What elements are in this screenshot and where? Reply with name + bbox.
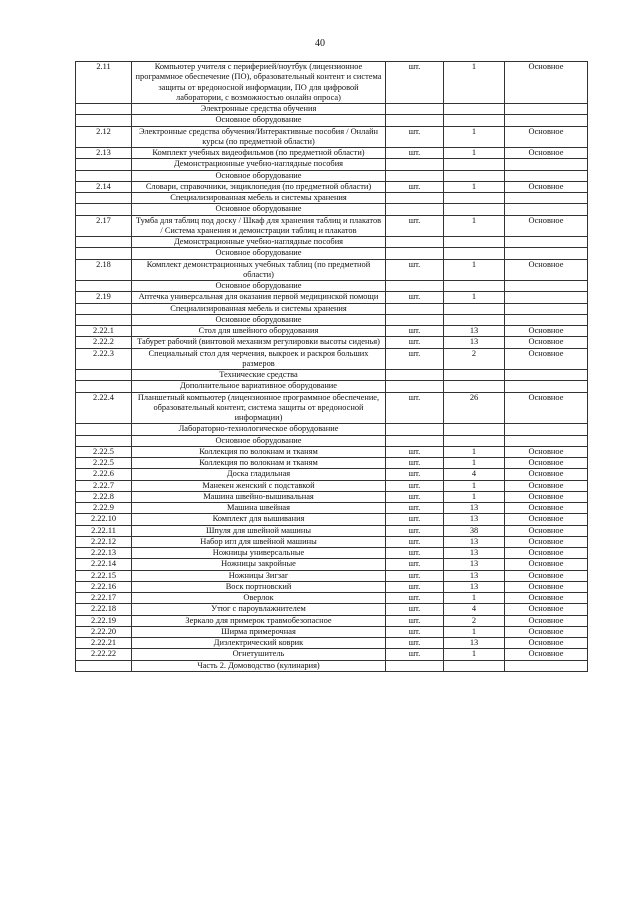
empty-cell [444, 115, 505, 126]
equipment-type-cell: Основное [505, 626, 588, 637]
empty-cell [76, 370, 132, 381]
item-name-cell: Аптечка универсальная для оказания первой медицинской помощи [132, 292, 386, 303]
unit-cell: шт. [386, 469, 444, 480]
empty-cell [76, 381, 132, 392]
section-heading: Основное оборудование [132, 281, 386, 292]
table-row [76, 326, 588, 337]
quantity-cell: 13 [444, 570, 505, 581]
table-row [76, 292, 588, 303]
table-row [76, 649, 588, 660]
equipment-type-cell: Основное [505, 525, 588, 536]
table-row [76, 469, 588, 480]
empty-cell [505, 435, 588, 446]
unit-cell: шт. [386, 536, 444, 547]
section-row [76, 237, 588, 248]
empty-cell [386, 248, 444, 259]
row-number-cell: 2.22.5 [76, 446, 132, 457]
quantity-cell: 13 [444, 559, 505, 570]
equipment-type-cell: Основное [505, 480, 588, 491]
section-heading: Основное оборудование [132, 435, 386, 446]
section-heading: Основное оборудование [132, 314, 386, 325]
item-name-cell: Электронные средства обучения/Интерактивные пособия / Онлайн курсы (по предметной области) [132, 126, 386, 148]
row-number-cell: 2.13 [76, 148, 132, 159]
section-row [76, 370, 588, 381]
section-heading: Демонстрационные учебно-наглядные пособия [132, 159, 386, 170]
row-number-cell: 2.22.9 [76, 503, 132, 514]
item-name-cell: Утюг с пароувлажнителем [132, 604, 386, 615]
empty-cell [76, 303, 132, 314]
equipment-type-cell: Основное [505, 62, 588, 104]
empty-cell [386, 660, 444, 671]
item-name-cell: Планшетный компьютер (лицензионное программное обеспечение, образовательный контент, система защиты от вредоносной информации) [132, 392, 386, 424]
empty-cell [76, 281, 132, 292]
empty-cell [76, 170, 132, 181]
unit-cell: шт. [386, 593, 444, 604]
quantity-cell: 13 [444, 337, 505, 348]
section-row [76, 303, 588, 314]
quantity-cell: 13 [444, 503, 505, 514]
table-row [76, 259, 588, 281]
row-number-cell: 2.22.2 [76, 337, 132, 348]
empty-cell [76, 159, 132, 170]
row-number-cell: 2.22.14 [76, 559, 132, 570]
section-row [76, 193, 588, 204]
quantity-cell: 13 [444, 326, 505, 337]
item-name-cell: Комплект учебных видеофильмов (по предметной области) [132, 148, 386, 159]
unit-cell: шт. [386, 559, 444, 570]
empty-cell [505, 170, 588, 181]
item-name-cell: Специальный стол для черчения, выкроек и раскроя больших размеров [132, 348, 386, 370]
empty-cell [386, 370, 444, 381]
empty-cell [505, 370, 588, 381]
row-number-cell: 2.17 [76, 215, 132, 237]
empty-cell [386, 204, 444, 215]
section-row [76, 381, 588, 392]
empty-cell [505, 660, 588, 671]
equipment-type-cell: Основное [505, 581, 588, 592]
empty-cell [505, 104, 588, 115]
equipment-type-cell: Основное [505, 181, 588, 192]
item-name-cell: Воск портновский [132, 581, 386, 592]
section-row [76, 204, 588, 215]
equipment-type-cell: Основное [505, 458, 588, 469]
table-row [76, 446, 588, 457]
empty-cell [386, 281, 444, 292]
section-row [76, 248, 588, 259]
empty-cell [444, 248, 505, 259]
item-name-cell: Набор игл для швейной машины [132, 536, 386, 547]
empty-cell [505, 248, 588, 259]
row-number-cell: 2.22.21 [76, 638, 132, 649]
empty-cell [505, 424, 588, 435]
unit-cell: шт. [386, 491, 444, 502]
row-number-cell: 2.22.19 [76, 615, 132, 626]
equipment-type-cell: Основное [505, 215, 588, 237]
empty-cell [444, 170, 505, 181]
empty-cell [444, 370, 505, 381]
empty-cell [386, 303, 444, 314]
empty-cell [386, 314, 444, 325]
table-row [76, 126, 588, 148]
table-row [76, 181, 588, 192]
item-name-cell: Манекен женский с подставкой [132, 480, 386, 491]
equipment-type-cell: Основное [505, 593, 588, 604]
empty-cell [386, 170, 444, 181]
quantity-cell: 2 [444, 615, 505, 626]
quantity-cell: 13 [444, 536, 505, 547]
table-row [76, 337, 588, 348]
table-row [76, 348, 588, 370]
unit-cell: шт. [386, 649, 444, 660]
unit-cell: шт. [386, 626, 444, 637]
section-row [76, 424, 588, 435]
section-heading: Основное оборудование [132, 115, 386, 126]
section-row [76, 435, 588, 446]
equipment-type-cell: Основное [505, 446, 588, 457]
empty-cell [76, 193, 132, 204]
item-name-cell: Ширма примерочная [132, 626, 386, 637]
section-heading: Основное оборудование [132, 248, 386, 259]
row-number-cell: 2.22.8 [76, 491, 132, 502]
empty-cell [444, 237, 505, 248]
empty-cell [505, 193, 588, 204]
row-number-cell: 2.22.22 [76, 649, 132, 660]
equipment-type-cell: Основное [505, 638, 588, 649]
quantity-cell: 1 [444, 259, 505, 281]
row-number-cell: 2.22.4 [76, 392, 132, 424]
quantity-cell: 1 [444, 626, 505, 637]
row-number-cell: 2.22.6 [76, 469, 132, 480]
unit-cell: шт. [386, 62, 444, 104]
row-number-cell: 2.22.16 [76, 581, 132, 592]
equipment-type-cell: Основное [505, 615, 588, 626]
empty-cell [444, 204, 505, 215]
table-row [76, 615, 588, 626]
equipment-type-cell: Основное [505, 126, 588, 148]
section-row [76, 281, 588, 292]
section-row [76, 314, 588, 325]
quantity-cell: 1 [444, 446, 505, 457]
equipment-type-cell: Основное [505, 259, 588, 281]
empty-cell [444, 104, 505, 115]
section-heading: Специализированная мебель и системы хранения [132, 193, 386, 204]
empty-cell [386, 159, 444, 170]
row-number-cell: 2.22.13 [76, 548, 132, 559]
quantity-cell: 1 [444, 181, 505, 192]
empty-cell [76, 314, 132, 325]
quantity-cell: 1 [444, 480, 505, 491]
unit-cell: шт. [386, 503, 444, 514]
empty-cell [76, 435, 132, 446]
unit-cell: шт. [386, 292, 444, 303]
item-name-cell: Табурет рабочий (винтовой механизм регулировки высоты сиденья) [132, 337, 386, 348]
equipment-type-cell: Основное [505, 649, 588, 660]
table-row [76, 581, 588, 592]
section-row [76, 159, 588, 170]
empty-cell [76, 115, 132, 126]
item-name-cell: Оверлок [132, 593, 386, 604]
equipment-type-cell: Основное [505, 326, 588, 337]
row-number-cell: 2.22.10 [76, 514, 132, 525]
item-name-cell: Ножницы универсальные [132, 548, 386, 559]
table-row [76, 593, 588, 604]
unit-cell: шт. [386, 392, 444, 424]
section-row [76, 660, 588, 671]
section-heading: Основное оборудование [132, 170, 386, 181]
unit-cell: шт. [386, 604, 444, 615]
empty-cell [505, 237, 588, 248]
equipment-type-cell: Основное [505, 559, 588, 570]
empty-cell [505, 281, 588, 292]
equipment-type-cell: Основное [505, 503, 588, 514]
row-number-cell: 2.22.17 [76, 593, 132, 604]
row-number-cell: 2.22.11 [76, 525, 132, 536]
empty-cell [386, 237, 444, 248]
item-name-cell: Стол для швейного оборудования [132, 326, 386, 337]
unit-cell: шт. [386, 514, 444, 525]
table-row [76, 491, 588, 502]
table-row [76, 392, 588, 424]
equipment-type-cell: Основное [505, 491, 588, 502]
table-row [76, 514, 588, 525]
unit-cell: шт. [386, 148, 444, 159]
item-name-cell: Коллекция по волокнам и тканям [132, 458, 386, 469]
empty-cell [386, 424, 444, 435]
equipment-type-cell [505, 292, 588, 303]
section-heading: Электронные средства обучения [132, 104, 386, 115]
table-row [76, 525, 588, 536]
unit-cell: шт. [386, 480, 444, 491]
empty-cell [444, 193, 505, 204]
row-number-cell: 2.22.5 [76, 458, 132, 469]
row-number-cell: 2.22.15 [76, 570, 132, 581]
section-heading: Технические средства [132, 370, 386, 381]
unit-cell: шт. [386, 446, 444, 457]
empty-cell [386, 435, 444, 446]
empty-cell [505, 381, 588, 392]
table-row [76, 536, 588, 547]
item-name-cell: Ножницы Зигзаг [132, 570, 386, 581]
row-number-cell: 2.22.12 [76, 536, 132, 547]
empty-cell [444, 314, 505, 325]
table-row [76, 570, 588, 581]
empty-cell [76, 248, 132, 259]
row-number-cell: 2.22.3 [76, 348, 132, 370]
unit-cell: шт. [386, 326, 444, 337]
unit-cell: шт. [386, 348, 444, 370]
row-number-cell: 2.22.18 [76, 604, 132, 615]
empty-cell [505, 204, 588, 215]
row-number-cell: 2.22.7 [76, 480, 132, 491]
empty-cell [444, 660, 505, 671]
quantity-cell: 1 [444, 458, 505, 469]
unit-cell: шт. [386, 570, 444, 581]
item-name-cell: Машина швейно-вышивальная [132, 491, 386, 502]
empty-cell [505, 303, 588, 314]
item-name-cell: Комплект для вышивания [132, 514, 386, 525]
quantity-cell: 26 [444, 392, 505, 424]
quantity-cell: 13 [444, 581, 505, 592]
empty-cell [76, 660, 132, 671]
unit-cell: шт. [386, 615, 444, 626]
table-row [76, 480, 588, 491]
table-row [76, 62, 588, 104]
table-row [76, 148, 588, 159]
row-number-cell: 2.12 [76, 126, 132, 148]
equipment-type-cell: Основное [505, 548, 588, 559]
unit-cell: шт. [386, 181, 444, 192]
section-heading: Демонстрационные учебно-наглядные пособия [132, 237, 386, 248]
item-name-cell: Диэлектрический коврик [132, 638, 386, 649]
unit-cell: шт. [386, 215, 444, 237]
unit-cell: шт. [386, 259, 444, 281]
item-name-cell: Зеркало для примерок травмобезопасное [132, 615, 386, 626]
table-row [76, 503, 588, 514]
unit-cell: шт. [386, 458, 444, 469]
quantity-cell: 1 [444, 292, 505, 303]
table-row [76, 215, 588, 237]
table-row [76, 559, 588, 570]
section-row [76, 115, 588, 126]
quantity-cell: 13 [444, 548, 505, 559]
quantity-cell: 1 [444, 649, 505, 660]
row-number-cell: 2.11 [76, 62, 132, 104]
item-name-cell: Ножницы закройные [132, 559, 386, 570]
item-name-cell: Машина швейная [132, 503, 386, 514]
section-row [76, 170, 588, 181]
equipment-type-cell: Основное [505, 337, 588, 348]
empty-cell [444, 303, 505, 314]
row-number-cell: 2.22.1 [76, 326, 132, 337]
table-row [76, 604, 588, 615]
unit-cell: шт. [386, 548, 444, 559]
quantity-cell: 1 [444, 62, 505, 104]
equipment-type-cell: Основное [505, 570, 588, 581]
item-name-cell: Доска гладильная [132, 469, 386, 480]
empty-cell [76, 237, 132, 248]
empty-cell [444, 424, 505, 435]
empty-cell [386, 381, 444, 392]
empty-cell [505, 314, 588, 325]
section-row [76, 104, 588, 115]
quantity-cell: 2 [444, 348, 505, 370]
unit-cell: шт. [386, 638, 444, 649]
page-number: 40 [315, 38, 325, 49]
quantity-cell: 1 [444, 148, 505, 159]
unit-cell: шт. [386, 525, 444, 536]
item-name-cell: Тумба для таблиц под доску / Шкаф для хранения таблиц и плакатов / Система хранения и демонстрации таблиц и плакатов [132, 215, 386, 237]
unit-cell: шт. [386, 581, 444, 592]
table-row [76, 638, 588, 649]
item-name-cell: Огнетушитель [132, 649, 386, 660]
section-heading: Дополнительное вариативное оборудование [132, 381, 386, 392]
quantity-cell: 1 [444, 593, 505, 604]
unit-cell: шт. [386, 126, 444, 148]
item-name-cell: Коллекция по волокнам и тканям [132, 446, 386, 457]
unit-cell: шт. [386, 337, 444, 348]
equipment-type-cell: Основное [505, 392, 588, 424]
empty-cell [505, 115, 588, 126]
quantity-cell: 4 [444, 604, 505, 615]
empty-cell [386, 104, 444, 115]
empty-cell [386, 115, 444, 126]
equipment-type-cell: Основное [505, 536, 588, 547]
item-name-cell: Словари, справочники, энциклопедия (по предметной области) [132, 181, 386, 192]
table-row [76, 548, 588, 559]
equipment-type-cell: Основное [505, 148, 588, 159]
row-number-cell: 2.14 [76, 181, 132, 192]
row-number-cell: 2.18 [76, 259, 132, 281]
quantity-cell: 13 [444, 514, 505, 525]
quantity-cell: 1 [444, 491, 505, 502]
item-name-cell: Компьютер учителя с периферией/ноутбук (лицензионное программное обеспечение (ПО), образовательный контент и система защиты от вредоносной информации, ПО для цифровой лаборатории, с возможностью онлайн опроса) [132, 62, 386, 104]
section-heading: Часть 2. Домоводство (кулинария) [132, 660, 386, 671]
item-name-cell: Комплект демонстрационных учебных таблиц (по предметной области) [132, 259, 386, 281]
empty-cell [76, 104, 132, 115]
quantity-cell: 1 [444, 126, 505, 148]
equipment-type-cell: Основное [505, 348, 588, 370]
quantity-cell: 4 [444, 469, 505, 480]
empty-cell [76, 204, 132, 215]
item-name-cell: Шпуля для швейной машины [132, 525, 386, 536]
quantity-cell: 1 [444, 215, 505, 237]
row-number-cell: 2.22.20 [76, 626, 132, 637]
empty-cell [444, 381, 505, 392]
equipment-type-cell: Основное [505, 469, 588, 480]
empty-cell [444, 281, 505, 292]
quantity-cell: 38 [444, 525, 505, 536]
equipment-type-cell: Основное [505, 604, 588, 615]
section-heading: Лабораторно-технологическое оборудование [132, 424, 386, 435]
equipment-type-cell: Основное [505, 514, 588, 525]
empty-cell [444, 159, 505, 170]
table-row [76, 626, 588, 637]
section-heading: Основное оборудование [132, 204, 386, 215]
section-heading: Специализированная мебель и системы хранения [132, 303, 386, 314]
row-number-cell: 2.19 [76, 292, 132, 303]
equipment-table [75, 61, 588, 672]
table-row [76, 458, 588, 469]
quantity-cell: 13 [444, 638, 505, 649]
empty-cell [76, 424, 132, 435]
empty-cell [386, 193, 444, 204]
empty-cell [444, 435, 505, 446]
empty-cell [505, 159, 588, 170]
